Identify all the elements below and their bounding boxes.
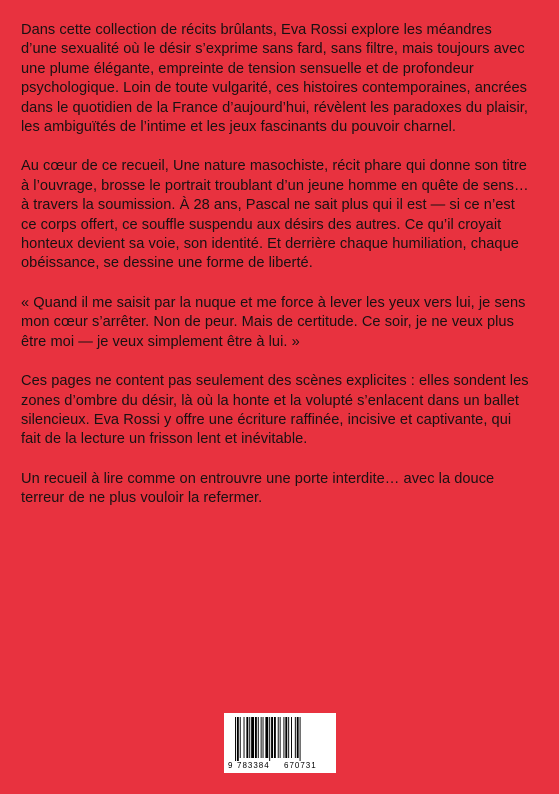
barcode-bar [258,717,259,758]
barcode-bar [237,717,239,761]
blurb-paragraph-intro: Dans cette collection de récits brûlants, Eva Rossi explore les méandres d’une sexualité où le désir s’exprime sans fard, sans filtre, mais toujours avec une plume élégante, empreinte de tension sensuelle et de profondeur psychologique. Loin de toute vulgarité, ces histoires contemporaines, ancrées dans le quotidien de la France d’aujourd’hui, révèlent les paradoxes du plaisir, les ambiguïtés de l’intime et les jeux fascinants du pouvoir charnel. [21,22,528,136]
barcode-bar [285,717,287,758]
blurb-paragraph-story: Au cœur de ce recueil, Une nature masochiste, récit phare qui donne son titre à l’ouvrage, brosse le portrait troublant d’un jeune homme en quête de sens… à travers la soumission. À 28 ans, Pascal ne sait plus qui il est — si ce n’est ce corps offert, ce souffle suspendu aux désirs des autres. Ce qu’il croyait honteux devient sa voie, son identité. Et derrière chaque humiliation, chaque obéissance, se dessine une forme de liberté. [21,158,529,272]
barcode-bar [244,717,245,758]
barcode-bar [278,717,279,758]
blurb-paragraph-style: Ces pages ne content pas seulement des scènes explicites : elles sondent les zones d’ombre du désir, là où la honte et la volupté s’enlacent dans un ballet silencieux. Eva Rossi y offre une écriture raffinée, incisive et captivante, qui fait de la lecture un frisson lent et inévitable. [21,373,529,448]
barcode-bar [269,717,270,761]
barcode-bar [283,717,284,758]
barcode-bar [295,717,296,758]
blurb-text [21,21,531,529]
barcode-left-digits: 783384 [237,761,270,770]
barcode-first-digit: 9 [228,761,233,770]
barcode-bar [246,717,248,758]
barcode-bar [265,717,268,758]
barcode-bar [274,717,276,758]
barcode-bar [288,717,289,758]
barcode-bar [300,717,301,761]
blurb-paragraph-quote: « Quand il me saisit par la nuque et me force à lever les yeux vers lui, je sens mon cœur s’arrêter. Non de peur. Mais de certitude. Ce soir, je ne veux plus être moi — je veux simplement être à lui. » [21,294,526,350]
barcode-bar [251,717,254,758]
barcode-bar [263,717,264,758]
barcode-bar [297,717,299,758]
barcode-graphic [224,713,336,773]
barcode-bar [261,717,262,758]
isbn-barcode [224,713,336,773]
blurb-paragraph-closing: Un recueil à lire comme on entrouvre une porte interdite… avec la douce terreur de ne plus vouloir la refermer. [21,470,495,507]
barcode-bar [240,717,241,758]
barcode-bar [235,717,236,761]
barcode-bar [249,717,250,758]
barcode-bars [235,717,301,761]
barcode-bar [280,717,281,758]
barcode-bar [291,717,292,758]
barcode-bar [255,717,257,758]
barcode-bar [271,717,273,758]
barcode-right-digits: 670731 [284,761,317,770]
